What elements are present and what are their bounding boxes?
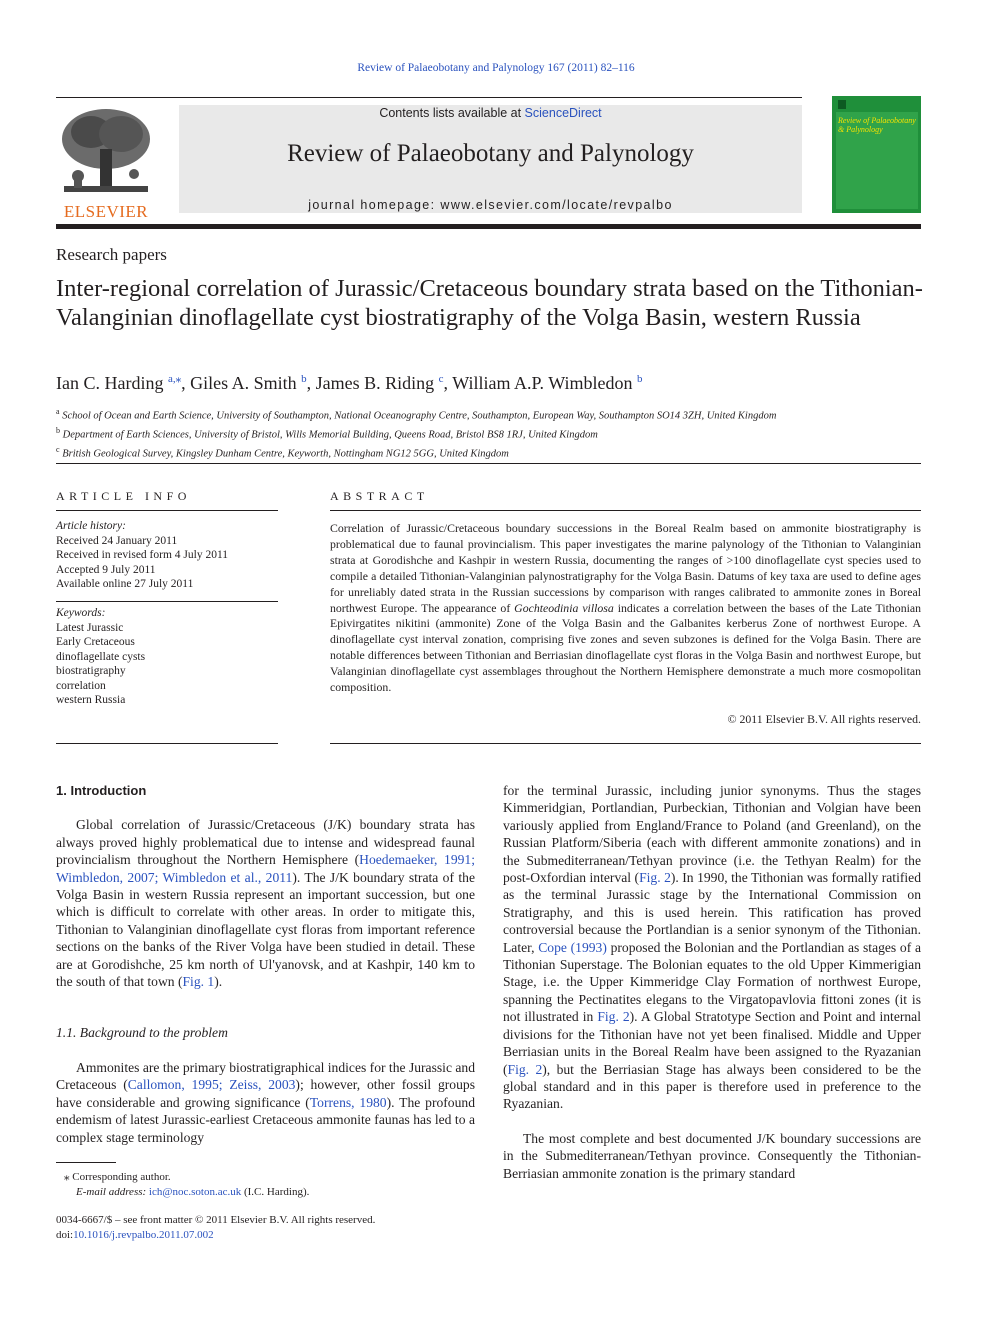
section-label: Research papers xyxy=(56,245,167,264)
corresponding-author-note: ⁎ Corresponding author. xyxy=(64,1171,171,1183)
contents-prefix: Contents lists available at xyxy=(379,106,525,120)
keyword-item: Latest Jurassic xyxy=(56,621,124,634)
affiliations-divider xyxy=(56,463,921,464)
affiliation-line: $^c$ British Geological Survey, Kingsley Dunham Centre, Keyworth, Nottingham NG12 5GG, United Kingdom xyxy=(56,445,509,460)
history-item: Received 24 January 2011 xyxy=(56,534,178,547)
footnote-rule xyxy=(56,1162,116,1163)
figure-link[interactable]: Fig. 2 xyxy=(639,870,671,886)
author-affiliation-ref[interactable]: a,⁎ xyxy=(167,373,182,385)
keywords-rule xyxy=(56,601,278,602)
keywords-label: Keywords: xyxy=(56,607,106,619)
subsection-heading: 1.1. Background to the problem xyxy=(56,1025,228,1041)
journal-homepage[interactable]: journal homepage: www.elsevier.com/locate/revpalbo xyxy=(308,198,673,212)
author-name: William A.P. Wimbledon xyxy=(452,373,633,393)
keyword-item: western Russia xyxy=(56,694,126,706)
figure-link[interactable]: Fig. 2 xyxy=(507,1061,543,1077)
body-right-column xyxy=(503,782,921,1182)
issn-line: 0034-6667/$ – see front matter © 2011 Elsevier B.V. All rights reserved. xyxy=(56,1214,376,1226)
footnotes xyxy=(64,1170,309,1200)
history-label: Article history: xyxy=(56,520,126,532)
keyword-item: dinoflagellate cysts xyxy=(56,650,146,663)
history-item: Available online 27 July 2011 xyxy=(56,578,194,590)
header-thick-rule xyxy=(56,224,921,229)
article-info-bottom-rule xyxy=(56,743,278,744)
email-note: E-mail address: ich@noc.soton.ac.uk (I.C. Harding). xyxy=(76,1186,310,1198)
elsevier-wordmark: ELSEVIER xyxy=(63,202,149,221)
publication-info xyxy=(56,1213,375,1243)
keyword-item: biostratigraphy xyxy=(56,665,126,677)
paragraph: for the terminal Jurassic, including junior synonyms. Thus the stages Kimmeridgian, Portlandian, Purbeckian, Tithonian and Volgian have been variously applied from England/France to Poland (and Greenland), on the Russian Platform/Siberia (each with different ammonite zonations) and in the Submediterranean/Tethyan province (i.e. the Tethyan Realm) for the post-Oxfordian interval (Fig. 2). In 1990, the Tithonian was formally ratified as the terminal Jurassic stage by the International Commission on Stratigraphy, and this is used herein. This ratification has proved controversial because the Portlandian is a senior synonym of the Tithonian. Later, Cope (1993) proposed the Bolonian and the Portlandian as stages of a Tithonian Superstage. The Bolonian equates to the old Upper Kimmerigian Stage, i.e. the Upper Kimmeridge Clay Formation of northwest Europe, spanning the Pectinatites elegans to the Virgatopavlovia fittoni zones (it is not illustrated in Fig. 2). A Global Stratotype Section and Point and internal divisions for the Tithonian have not yet been finalised. Middle and Upper Berriasian units in the Boreal Realm have been assigned to the Ryazanian (Fig. 2), but the Berriasian Stage has always been considered to be the global standard and in this paper is therefore used in preference to the Ryazanian. xyxy=(503,783,921,1112)
affiliation-line: $^b$ Department of Earth Sciences, University of Bristol, Wills Memorial Building, Queens Road, Bristol BS8 1RJ, United Kingdom xyxy=(56,426,598,441)
doi-line: doi:10.1016/j.revpalbo.2011.07.002 xyxy=(56,1229,214,1241)
journal-name: Review of Palaeobotany and Palynology xyxy=(287,140,694,167)
paragraph: The most complete and best documented J/K boundary successions are in the Submediterranean/Tethyan province. Consequently the Tithonian-Berriasian ammonite zonation is the primary standard xyxy=(503,1130,921,1181)
citation-link[interactable]: Callomon, 1995; Zeiss, 2003 xyxy=(127,1077,296,1093)
contents-line xyxy=(179,106,802,120)
doi-link[interactable]: 10.1016/j.revpalbo.2011.07.002 xyxy=(73,1229,214,1241)
article-history xyxy=(56,519,228,592)
affiliations xyxy=(56,405,776,462)
abstract-heading: ABSTRACT xyxy=(330,489,429,503)
article-info-heading: ARTICLE INFO xyxy=(56,489,191,503)
keywords xyxy=(56,606,145,708)
abstract-text: Correlation of Jurassic/Cretaceous boundary successions in the Boreal Realm based on ammonite biostratigraphy is problematical due to faunal provincialism. This paper investigates the marine palynology of the Tithonian to Valanginian strata at Gorodishche and Kashpir in western Russia, documenting the ranges of >100 dinoflagellate cyst species used to compile a detailed Tithonian-Valanginian palynostratigraphy for the Volga Basin. Datums of key taxa are used to define ages for unreliably dated strata in the Russian successions by comparison with ranges calibrated to ammonite zones in Boreal northwest Europe. The appearance of Gochteodinia villosa indicates a correlation between the bases of the Late Tithonian Epivirgatites nikitini (ammonite) Zone of the Volga Basin and the Galbanites kerberus Zone of northwest Europe. A dinoflagellate cyst interval zonation, comprising five zones and seven subzones is defined for the Volga Basin. There are notable differences between Tithonian and Berriasian dinoflagellate cyst floras in the Volga Basin and northwest Europe, but Valanginian dinoflagellate cyst assemblages throughout the Northern Hemisphere demonstrate a much more cosmopolitan composition. xyxy=(330,521,922,695)
author-list: Ian C. Harding $^{a,⁎}$, Giles A. Smith $^b$, James B. Riding $^c$, William A.P. Wimbledon $^b$ xyxy=(56,373,643,393)
figure-link[interactable]: Fig. 1 xyxy=(182,974,215,990)
header-top-rule xyxy=(56,97,802,98)
email-link[interactable]: ich@noc.soton.ac.uk xyxy=(148,1186,242,1198)
keyword-item: Early Cretaceous xyxy=(56,636,135,648)
journal-reference-link[interactable]: Review of Palaeobotany and Palynology 167 (2011) 82–116 xyxy=(357,62,635,74)
body-left-column xyxy=(56,782,475,1146)
paragraph: Global correlation of Jurassic/Cretaceous (J/K) boundary strata has always proved highly problematical due to intense and widespread faunal provincialism throughout the Northern Hemisphere (Hoedemaeker, 1991; Wimbledon, 2007; Wimbledon et al., 2011). The J/K boundary strata of the Volga Basin in western Russia represent an important succession, but one which is difficult to correlate with other areas. In order to mitigate this, Tithonian to Valanginian dinoflagellate cyst floras from important reference sections on the banks of the River Volga have been studied in detail. These are at Gorodishche, 25 km north of Ul'yanovsk, and at Kashpir, 140 km to the south of that town (Fig. 1). xyxy=(56,817,475,990)
citation-link[interactable]: Hoedemaeker, 1991; Wimbledon, 2007; Wimbledon et al., 2011 xyxy=(56,852,475,885)
history-item: Accepted 9 July 2011 xyxy=(56,563,156,576)
elsevier-logo xyxy=(56,104,156,221)
affiliation-line: $^a$ School of Ocean and Earth Science, University of Southampton, National Oceanography Centre, Southampton, European Way, Southampton SO14 3ZH, United Kingdom xyxy=(56,407,777,422)
author-name: Ian C. Harding xyxy=(56,373,164,393)
author-name: Giles A. Smith xyxy=(190,373,297,393)
taxon-name: Gochteodinia villosa xyxy=(514,600,614,615)
author-affiliation-ref[interactable]: b xyxy=(301,373,307,385)
section-heading-introduction: 1. Introduction xyxy=(56,783,147,798)
author-affiliation-ref[interactable]: c xyxy=(438,373,444,385)
abstract-bottom-rule xyxy=(330,743,921,744)
history-item: Received in revised form 4 July 2011 xyxy=(56,549,229,561)
citation-link[interactable]: Torrens, 1980 xyxy=(309,1094,387,1110)
abstract-rule xyxy=(330,510,921,511)
figure-link[interactable]: Fig. 2 xyxy=(597,1009,630,1025)
author-affiliation-ref[interactable]: b xyxy=(636,373,643,385)
cover-logo-icon xyxy=(838,100,846,109)
elsevier-tree-icon xyxy=(56,104,156,199)
author-name: James B. Riding xyxy=(315,373,435,393)
citation-link[interactable]: Cope (1993) xyxy=(538,939,607,955)
paragraph: Ammonites are the primary biostratigraphical indices for the Jurassic and Cretaceous (Callomon, 1995; Zeiss, 2003); however, other fossil groups have considerable and growing significance (Torrens, 1980). The profound endemism of latest Jurassic-earliest Cretaceous ammonite faunas has led to a complex stage terminology xyxy=(56,1059,476,1145)
journal-cover-title: Review of Palaeobotany & Palynology xyxy=(838,116,916,134)
abstract-copyright: © 2011 Elsevier B.V. All rights reserved. xyxy=(727,712,921,726)
keyword-item: correlation xyxy=(56,679,106,692)
article-info-rule xyxy=(56,510,278,511)
article-title: Inter-regional correlation of Jurassic/Cretaceous boundary strata based on the Tithonian-Valanginian dinoflagellate cyst biostratigraphy of the Volga Basin, western Russia xyxy=(56,275,923,331)
sciencedirect-link[interactable]: ScienceDirect xyxy=(524,106,602,120)
